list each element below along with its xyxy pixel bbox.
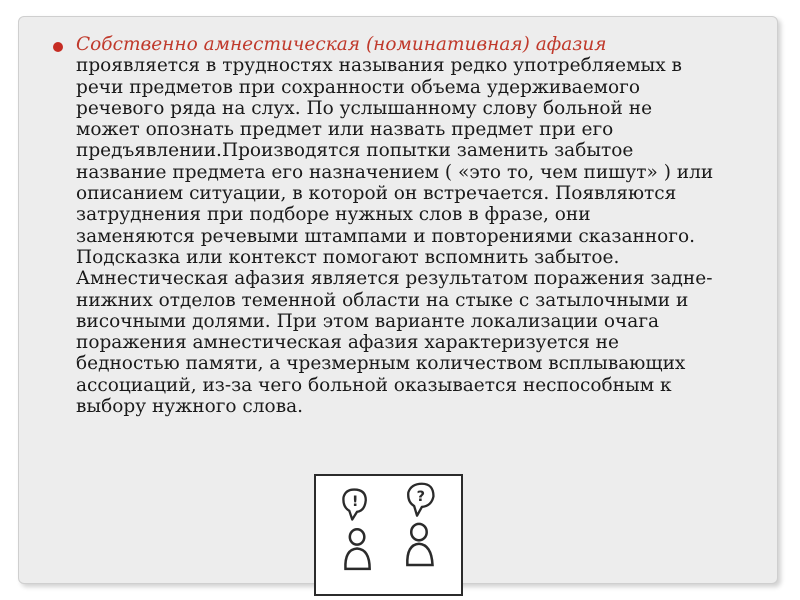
text-line: Амнестическая афазия является результатом поражения задне- xyxy=(76,268,713,290)
text-line: поражения амнестическая афазия характеризуется не xyxy=(76,332,619,354)
text-line: ассоциаций, из-за чего больной оказывается неспособным к xyxy=(76,374,672,396)
exclamation-mark: ! xyxy=(351,493,359,510)
slide-body-text xyxy=(76,34,766,417)
bullet-dot xyxy=(53,42,63,52)
text-line: бедностью памяти, а чрезмерным количеством всплывающих xyxy=(76,353,686,375)
slide-heading: Собственно амнестическая (номинативная) афазия xyxy=(76,34,607,55)
text-line: речевого ряда на слух. По услышанному слову больной не xyxy=(76,97,653,119)
text-line: проявляется в трудностях называния редко употребляемых в xyxy=(76,55,682,77)
text-line: может опознать предмет или назвать предмет при его xyxy=(76,119,614,141)
text-line: височными долями. При этом варианте локализации очага xyxy=(76,310,660,332)
question-mark: ? xyxy=(416,489,426,506)
text-line: заменяются речевыми штампами и повторениями сказанного. xyxy=(76,225,696,247)
text-line: описанием ситуации, в которой он встречается. Появляются xyxy=(76,183,677,205)
text-line: речи предметов при сохранности объема удерживаемого xyxy=(76,76,641,98)
right-person-icon xyxy=(407,524,432,565)
text-line: предъявлении.Производятся попытки заменить забытое xyxy=(76,140,634,162)
left-person-icon xyxy=(345,529,369,569)
right-speech-bubble xyxy=(408,484,433,516)
text-line: выбору нужного слова. xyxy=(76,396,304,418)
text-line: нижних отделов теменной области на стыке с затылочными и xyxy=(76,289,689,311)
text-line: Подсказка или контекст помогают вспомнить забытое. xyxy=(76,246,620,268)
two-people-speech-bubbles-illustration xyxy=(314,474,463,596)
left-speech-bubble xyxy=(343,490,365,520)
text-line: название предмета его назначением ( «это то, чем пишут» ) или xyxy=(76,161,714,183)
text-line: затруднения при подборе нужных слов в фразе, они xyxy=(76,204,591,226)
